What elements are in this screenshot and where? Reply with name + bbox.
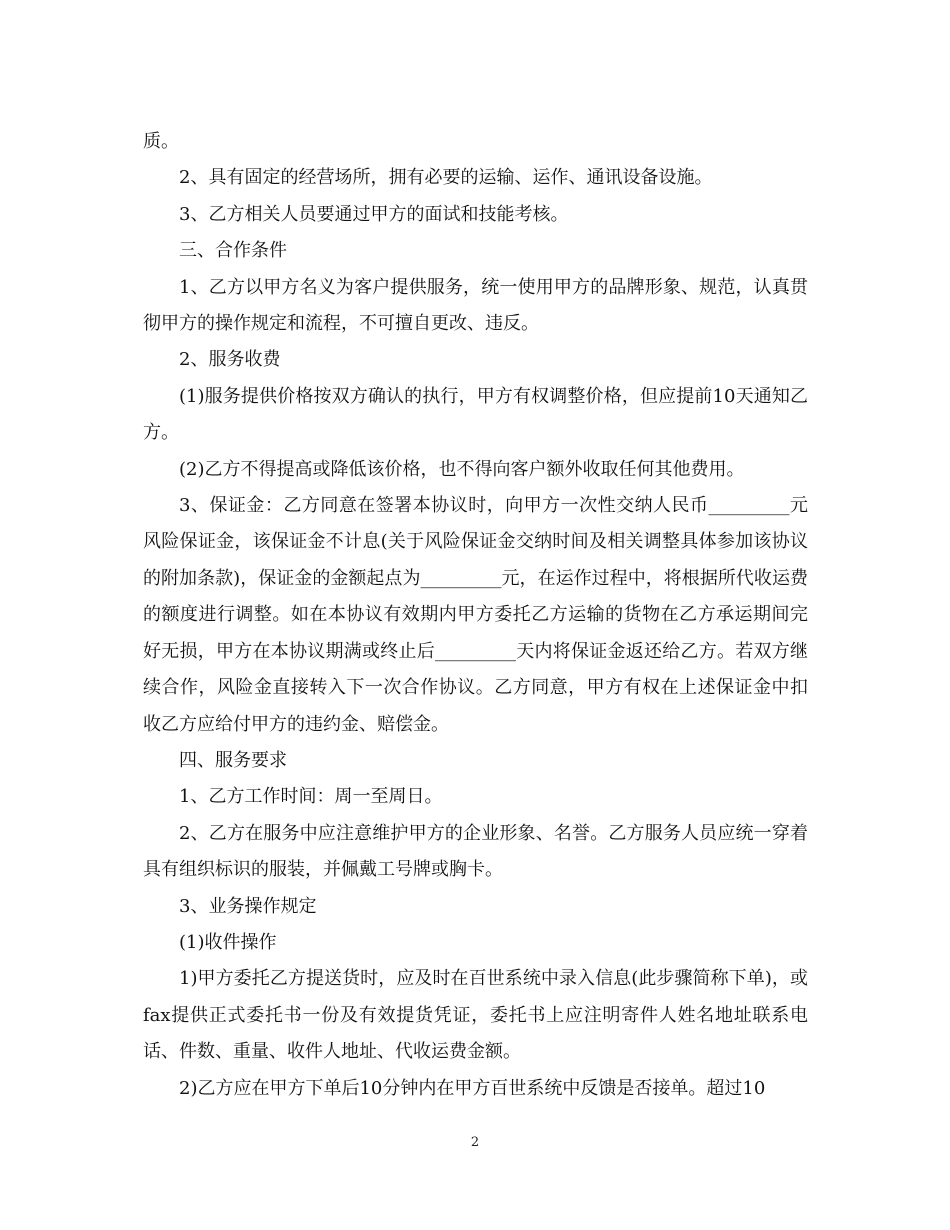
document-body xyxy=(143,124,808,1107)
section-heading: 三、合作条件 xyxy=(179,240,287,262)
paragraph: 2)乙方应在甲方下单后10分钟内在甲方百世系统中反馈是否接单。超过10 xyxy=(179,1077,766,1099)
paragraph: 3、乙方相关人员要通过甲方的面试和技能考核。 xyxy=(179,203,569,225)
subsection-heading: 3、业务操作规定 xyxy=(179,895,317,917)
paragraph: 1、乙方工作时间：周一至周日。 xyxy=(179,786,443,808)
paragraph: 质。 xyxy=(143,131,179,152)
subsection-heading: 2、服务收费 xyxy=(179,349,281,371)
page-number: 2 xyxy=(470,1135,480,1150)
paragraph: 2、乙方在服务中应注意维护甲方的企业形象、名誉。乙方服务人员应统一穿着具有组织标识的服装，并佩戴工号牌或胸卡。 xyxy=(143,822,808,881)
paragraph: 1、乙方以甲方名义为客户提供服务，统一使用甲方的品牌形象、规范，认真贯彻甲方的操作规定和流程，不可擅自更改、违反。 xyxy=(143,276,808,335)
paragraph: (1)服务提供价格按双方确认的执行，甲方有权调整价格，但应提前10天通知乙方。 xyxy=(143,385,808,444)
paragraph: 2、具有固定的经营场所，拥有必要的运输、运作、通讯设备设施。 xyxy=(179,167,713,189)
section-heading: 四、服务要求 xyxy=(179,749,287,771)
subsection-heading: (1)收件操作 xyxy=(179,931,277,953)
paragraph: (2)乙方不得提高或降低该价格，也不得向客户额外收取任何其他费用。 xyxy=(179,458,745,480)
paragraph: 1)甲方委托乙方提送货时，应及时在百世系统中录入信息(此步骤简称下单)，或fax提供正式委托书一份及有效提货凭证，委托书上应注明寄件人姓名地址联系电话、件数、重量、收件人地址、代收运费金额。 xyxy=(143,968,808,1063)
paragraph: 3、保证金：乙方同意在签署本协议时，向甲方一次性交纳人民币_________元风险保证金，该保证金不计息(关于风险保证金交纳时间及相关调整具体参加该协议的附加条款)，保证金的金额起点为_________元，在运作过程中，将根据所代收运费的额度进行调整。如在本协议有效期内甲方委托乙方运输的货物在乙方承运期间完好无损，甲方在本协议期满或终止后_________天内将保证金返还给乙方。若双方继续合作，风险金直接转入下一次合作协议。乙方同意，甲方有权在上述保证金中扣收乙方应给付甲方的违约金、赔偿金。 xyxy=(143,495,808,735)
